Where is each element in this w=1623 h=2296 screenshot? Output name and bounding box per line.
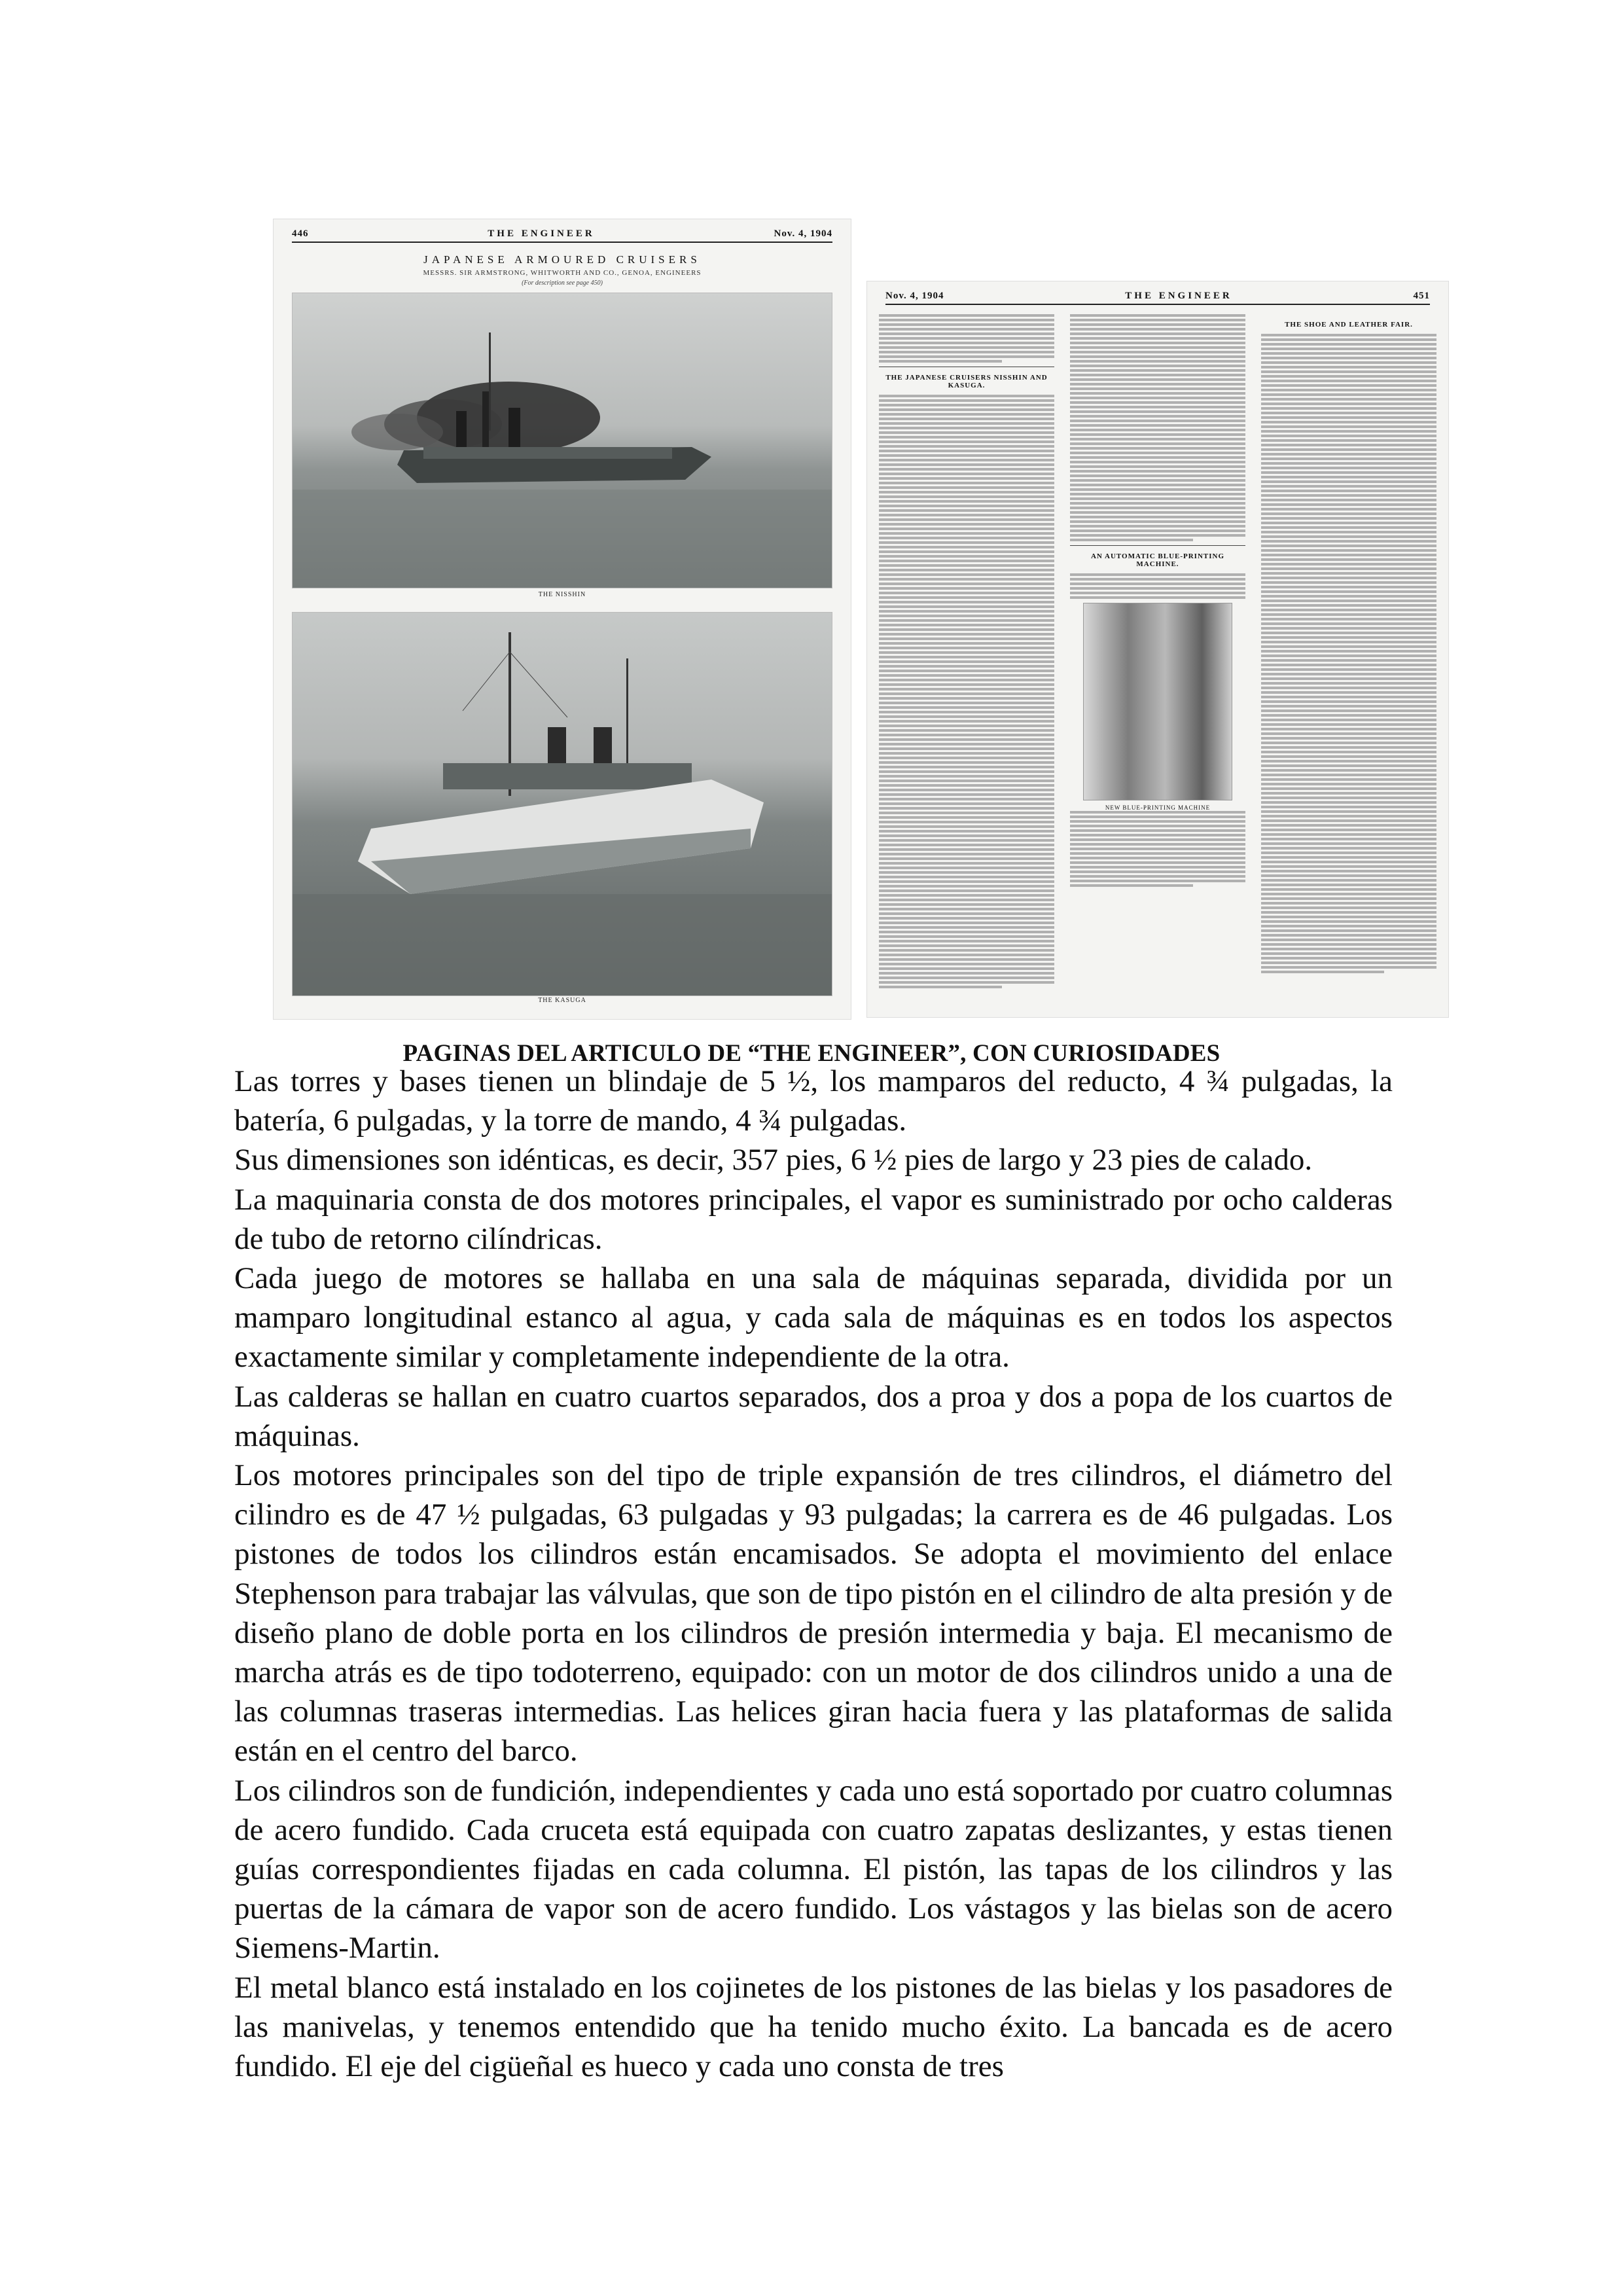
blueprint-machine-figure [1083, 603, 1232, 800]
cruiser-kasuga-illustration [293, 613, 832, 996]
scan-left-journal-title: THE ENGINEER [488, 228, 595, 239]
scan-right-date: Nov. 4, 1904 [885, 291, 944, 301]
scan-right-col3-heading: THE SHOE AND LEATHER FAIR. [1285, 321, 1413, 329]
scan-left-header [292, 228, 832, 243]
photo-caption-nisshin: THE NISSHIN [538, 591, 586, 598]
paragraph: Las torres y bases tienen un blindaje de 5 ½, los mamparos del reducto, 4 ¾ pulgadas, la batería, 6 pulgadas, y la torre de mando, 4 ¾ pulgadas. [234, 1064, 1393, 1138]
cruiser-photo-nisshin [292, 293, 832, 588]
scan-right-header [885, 291, 1430, 305]
paragraph: Los motores principales son del tipo de triple expansión de tres cilindros, el diámetro del cilindro es de 47 ½ pulgadas, 63 pulgadas y 93 pulgadas; la carrera es de 46 pulgadas. Los pistones de todos los cilindros están encamisados. Se adopta el movimiento del enlace Stephenson para trabajar las válvulas, que son de tipo pistón en el cilindro de alta presión y de diseño plano de doble porta en los cilindros de presión intermedia y baja. El mecanismo de marcha atrás es de tipo todoterreno, equipado: con un motor de dos cilindros unido a una de las columnas traseras intermedias. Las helices giran hacia fuera y las plataformas de salida están en el centro del barco. [234, 1458, 1393, 1768]
scanned-page-left [274, 219, 851, 1019]
cruiser-photo-kasuga [292, 612, 832, 996]
scan-left-subtitle-note: (For description see page 450) [522, 279, 603, 287]
scan-right-page-number: 451 [1413, 291, 1430, 301]
figure-caption: PAGINAS DEL ARTICULO DE “THE ENGINEER”, CON CURIOSIDADES [402, 1040, 1221, 1067]
paragraph: La maquinaria consta de dos motores principales, el vapor es suministrado por ocho calderas de tubo de retorno cilíndricas. [234, 1182, 1393, 1256]
scan-right-col1-heading: THE JAPANESE CRUISERS NISSHIN AND KASUGA. [885, 374, 1048, 389]
scan-right-column-1 [879, 314, 1054, 1008]
paragraph: El metal blanco está instalado en los cojinetes de los pistones de las bielas y los pasadores de las manivelas, y tenemos entendido que ha tenido mucho éxito. La bancada es de acero fundido. El eje del cigüeñal es hueco y cada uno consta de tres [234, 1970, 1393, 2084]
body-text [234, 1062, 1393, 2086]
scan-left-subtitle: MESSRS. SIR ARMSTRONG, WHITWORTH AND CO., GENOA, ENGINEERS [423, 269, 702, 277]
paragraph: Los cilindros son de fundición, independientes y cada uno está soportado por cuatro columnas de acero fundido. Cada cruceta está equipada con cuatro zapatas deslizantes, y estas tienen guías correspondientes fijadas en cada columna. El pistón, las tapas de los cilindros y las puertas de la cámara de vapor son de acero fundido. Los vástagos y las bielas son de acero Siemens-Martin. [234, 1773, 1393, 1965]
scan-right-column-3 [1261, 314, 1436, 1008]
scan-left-date: Nov. 4, 1904 [774, 228, 832, 239]
blueprint-machine-caption: NEW BLUE-PRINTING MACHINE [1105, 804, 1211, 811]
scan-right-journal-title: THE ENGINEER [1125, 291, 1232, 301]
scan-right-col2-heading: AN AUTOMATIC BLUE-PRINTING MACHINE. [1090, 552, 1225, 568]
photo-caption-kasuga: THE KASUGA [538, 997, 586, 1004]
scanned-page-right [867, 281, 1448, 1017]
scan-left-page-number: 446 [292, 228, 309, 239]
scan-right-column-2 [1070, 314, 1245, 1008]
paragraph: Cada juego de motores se hallaba en una sala de máquinas separada, dividida por un mamparo longitudinal estanco al agua, y cada sala de máquinas es en todos los aspectos exactamente similar y completamente independiente de la otra. [234, 1261, 1393, 1374]
scan-left-article-title: JAPANESE ARMOURED CRUISERS [423, 253, 701, 266]
paragraph: Sus dimensiones son idénticas, es decir, 357 pies, 6 ½ pies de largo y 23 pies de calado. [234, 1143, 1313, 1177]
cruiser-nisshin-illustration [293, 293, 832, 588]
paragraph: Las calderas se hallan en cuatro cuartos separados, dos a proa y dos a popa de los cuartos de máquinas. [234, 1379, 1393, 1453]
